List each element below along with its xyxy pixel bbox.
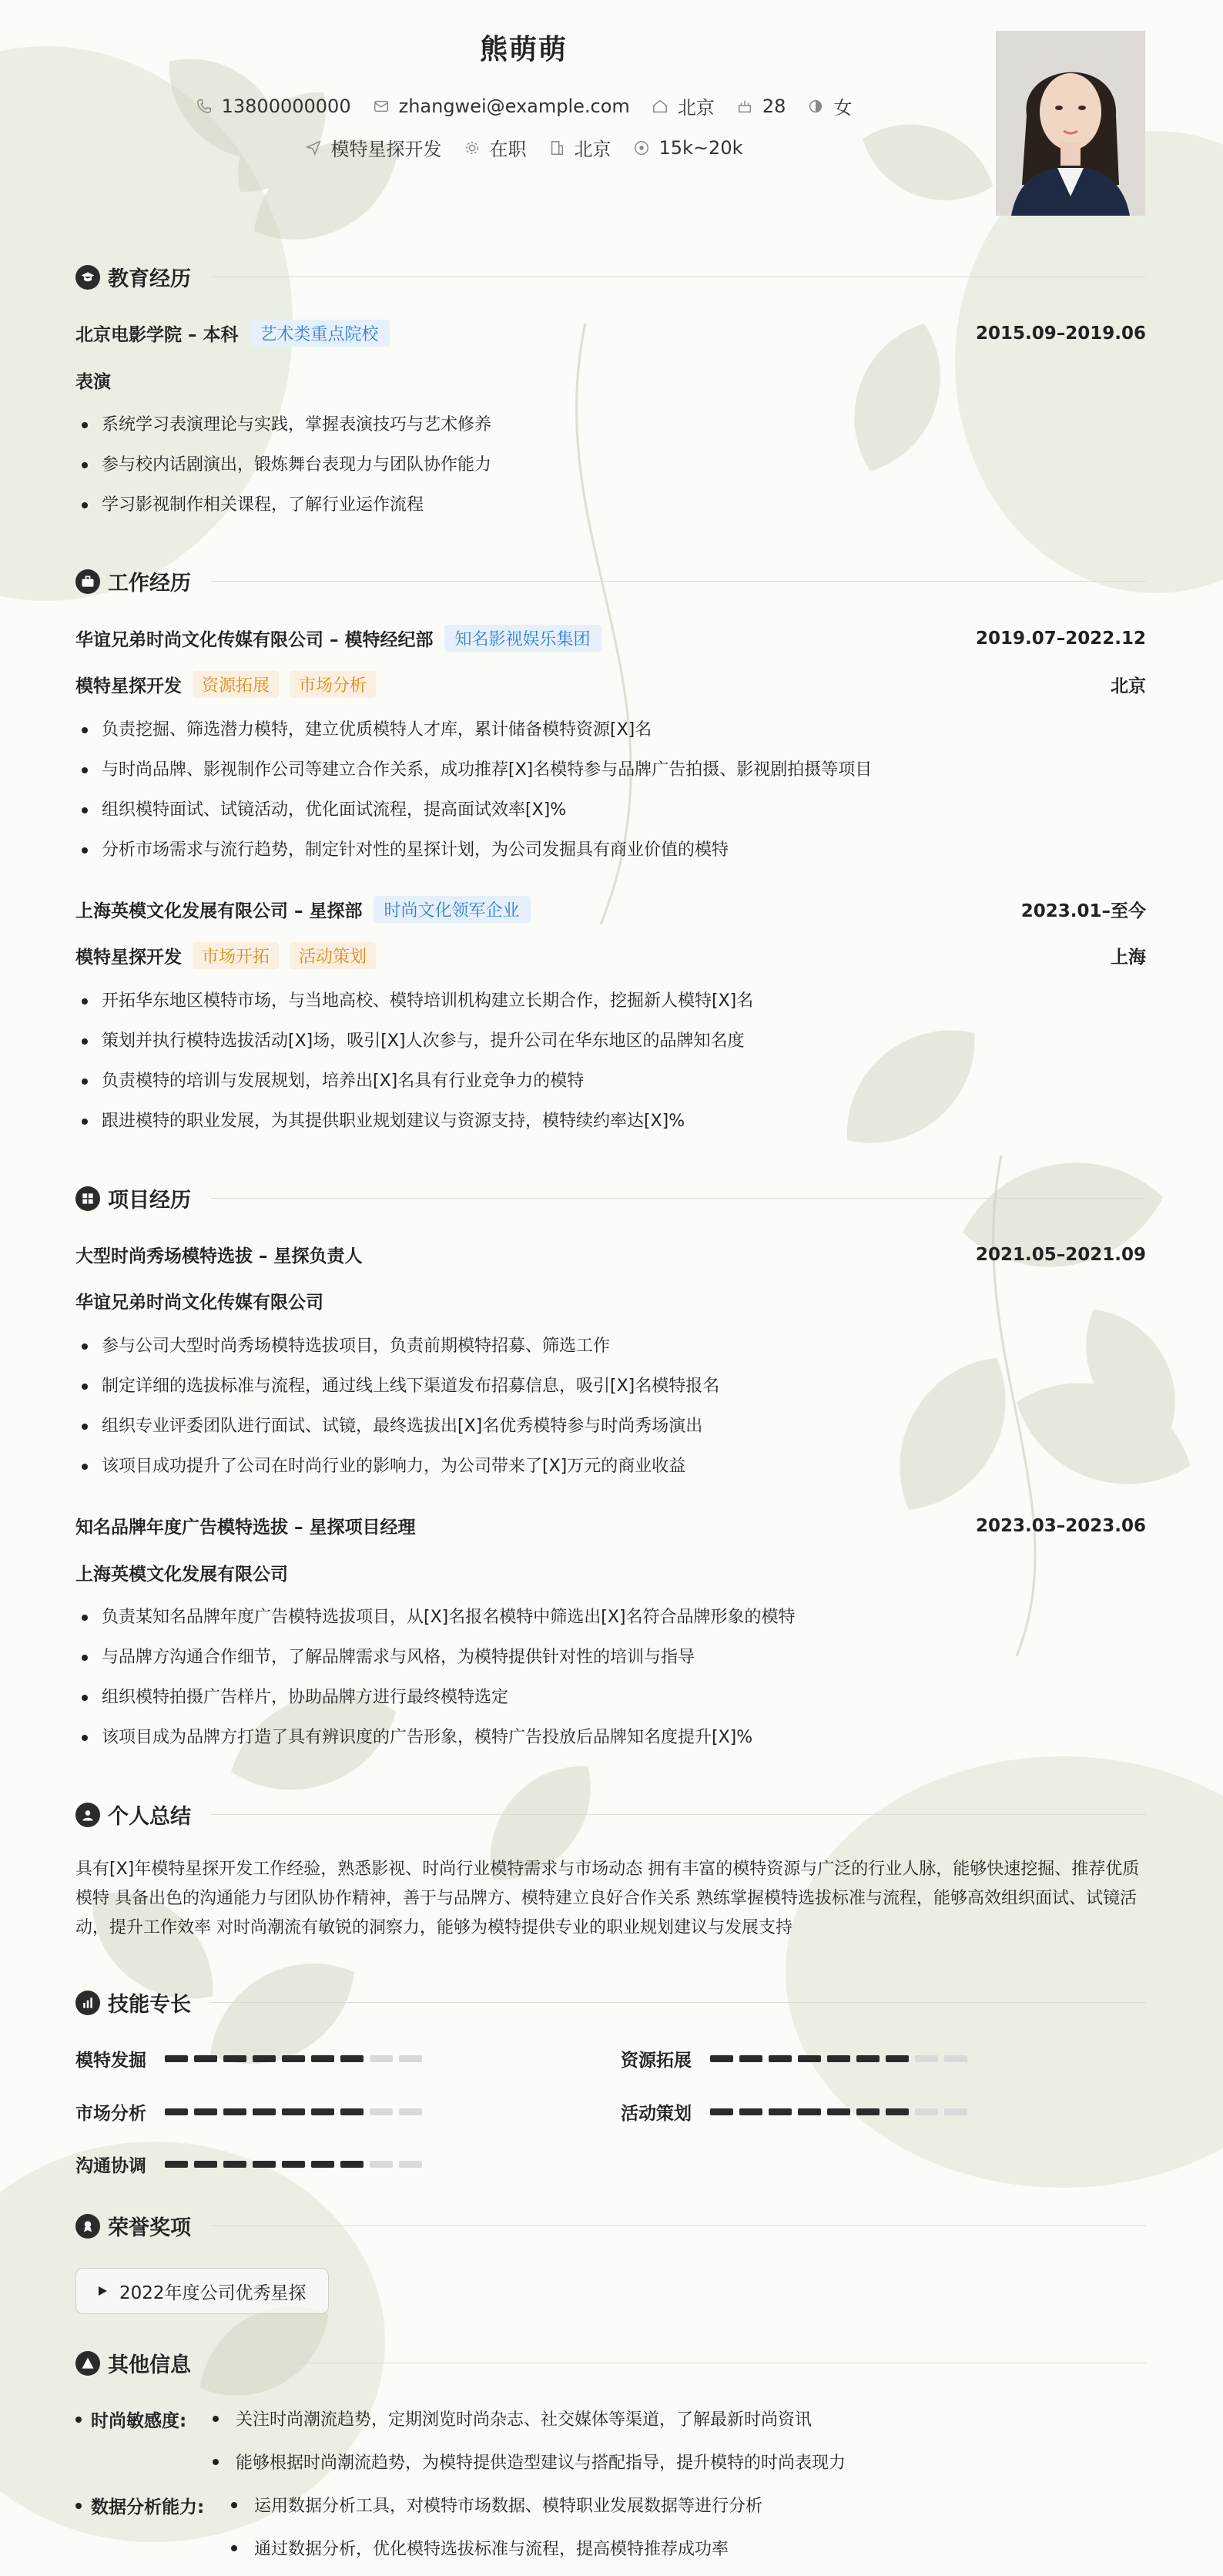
skill-level-segment [944, 2108, 967, 2115]
skill-level-segment [798, 2108, 821, 2115]
job-target-text: 模特星探开发 [330, 139, 442, 160]
skill-name: 活动策划 [621, 2104, 692, 2124]
skill-name: 模特发掘 [75, 2051, 146, 2071]
summary-section-header [75, 1800, 1146, 1830]
list-item: 负责某知名品牌年度广告模特选拔项目，从[X]名报名模特中筛选出[X]名符合品牌形象的模特 [75, 1598, 1146, 1638]
skill-level-segment [311, 2108, 334, 2115]
company-tag: 知名影视娱乐集团 [444, 625, 601, 652]
list-item: 与时尚品牌、影视制作公司等建立合作关系，成功推荐[X]名模特参与品牌广告拍摄、影视剧拍摄等项目 [75, 750, 1146, 790]
skill-level-segment [739, 2108, 762, 2115]
skill-level-segment [223, 2161, 246, 2168]
age-text: 28 [762, 95, 786, 117]
skill-tag: 市场开拓 [193, 942, 279, 969]
hometown-text: 北京 [677, 97, 715, 119]
salary-item [633, 137, 743, 159]
skill-level-segment [915, 2055, 938, 2062]
play-triangle-icon [96, 2285, 109, 2297]
skill-level-segment [710, 2108, 733, 2115]
job-target-item [305, 134, 442, 161]
list-item: 参与校内话剧演出，锻炼舞台表现力与团队协作能力 [75, 445, 1146, 485]
skill-tag: 活动策划 [290, 942, 376, 969]
skill-level-segment [769, 2108, 792, 2115]
list-item: 策划并执行模特选拔活动[X]场，吸引[X]人次参与，提升公司在华东地区的品牌知名度 [75, 1021, 1146, 1062]
work-entry-1-bullets [75, 710, 1146, 870]
skill-row [621, 2046, 967, 2071]
skill-level-segment [253, 2161, 276, 2168]
skill-level-segment [856, 2108, 880, 2115]
salary-text: 15k~20k [658, 136, 743, 159]
skill-level-segment [223, 2055, 246, 2062]
skill-tag: 资源拓展 [193, 671, 279, 698]
skill-level-segment [370, 2108, 393, 2115]
list-item: 跟进模特的职业发展，为其提供职业规划建议与资源支持，模特续约率达[X]% [75, 1102, 1146, 1142]
skill-level-segment [194, 2161, 217, 2168]
project-title: 知名品牌年度广告模特选拔 – 星探项目经理 [75, 1518, 416, 1538]
other-section-icon [75, 2351, 100, 2376]
project-1-bullets [75, 1327, 1146, 1487]
work-section-icon [75, 569, 100, 594]
work-date: 2023.01–至今 [1020, 901, 1146, 921]
skill-level-segment [739, 2055, 762, 2062]
project-title: 大型时尚秀场模特选拔 – 星探负责人 [75, 1246, 363, 1266]
resume-name: 熊萌萌 [479, 34, 568, 65]
list-item: 组织模特面试、试镜活动，优化面试流程，提高面试效率[X]% [75, 790, 1146, 830]
section-divider [211, 1814, 1146, 1815]
status-text: 在职 [489, 139, 527, 160]
education-section-title: 教育经历 [108, 267, 191, 291]
skill-level-segment [253, 2108, 276, 2115]
role-name: 模特星探开发 [75, 948, 182, 968]
other-label: 时尚敏感度: [75, 2407, 186, 2432]
skill-level-segment [165, 2108, 188, 2115]
skill-name: 市场分析 [75, 2104, 146, 2124]
skill-level-bar [165, 2055, 422, 2062]
skill-row [75, 2046, 422, 2071]
gear-icon [464, 139, 481, 156]
school-name: 北京电影学院 – 本科 [75, 325, 239, 345]
section-divider [211, 2002, 1146, 2003]
school-tag: 艺术类重点院校 [250, 320, 390, 347]
skill-level-segment [710, 2055, 733, 2062]
skill-level-segment [399, 2161, 422, 2168]
skill-level-segment [340, 2161, 364, 2168]
skill-tag: 市场分析 [290, 671, 376, 698]
role-name: 模特星探开发 [75, 676, 182, 696]
projects-section-header [75, 1183, 1146, 1213]
phone-item [196, 96, 351, 117]
skill-level-segment [340, 2108, 364, 2115]
skill-row [621, 2099, 967, 2125]
award-text: 2022年度公司优秀星探 [119, 2283, 307, 2303]
summary-section-title: 个人总结 [108, 1805, 191, 1829]
list-item: 该项目成功提升了公司在时尚行业的影响力，为公司带来了[X]万元的商业收益 [75, 1447, 1146, 1487]
awards-section-header [75, 2211, 1146, 2241]
company-name: 上海英模文化发展有限公司 – 星探部 [75, 901, 363, 921]
list-item: 参与公司大型时尚秀场模特选拔项目，负责前期模特招募、筛选工作 [75, 1327, 1146, 1367]
skill-level-bar [710, 2055, 967, 2062]
project-date: 2021.05–2021.09 [975, 1244, 1146, 1265]
section-divider [211, 581, 1146, 582]
home-icon [652, 98, 668, 115]
age-item [736, 96, 786, 117]
skill-level-segment [886, 2055, 909, 2062]
list-item: 分析市场需求与流行趋势，制定针对性的星探计划，为公司发掘具有商业价值的模特 [75, 830, 1146, 870]
other-item [231, 2493, 762, 2517]
other-item-text: 能够根据时尚潮流趋势，为模特提供造型建议与搭配指导，提升模特的时尚表现力 [236, 2454, 846, 2473]
summary-text: 具有[X]年模特星探开发工作经验，熟悉影视、时尚行业模特需求与市场动态 拥有丰富的模特资源与广泛的行业人脉，能够快速挖掘、推荐优质模特 具备出色的沟通能力与团队协作精神，善于与品牌方、模特建立良好合作关系 熟练掌握模特选拔标准与流程，能够高效组织面试、试镜活动，提升工作效率 对时尚潮流有敏锐的洞察力，能够为模特提供专业的职业规划建议与发展支持 [75, 1860, 1140, 1937]
company-tag: 时尚文化领军企业 [374, 896, 531, 923]
skill-level-bar [165, 2161, 422, 2168]
list-item: 该项目成为品牌方打造了具有辨识度的广告形象，模特广告投放后品牌知名度提升[X]% [75, 1718, 1146, 1758]
skills-section-header [75, 1987, 1146, 2018]
work-entry-1-header [75, 625, 1146, 652]
other-item [213, 2407, 812, 2430]
portrait-image [996, 31, 1145, 216]
education-section-header [75, 262, 1146, 292]
education-date: 2015.09–2019.06 [975, 323, 1146, 344]
education-bullets [75, 405, 1146, 525]
other-item [231, 2536, 729, 2560]
list-item: 组织专业评委团队进行面试、试镜，最终选拔出[X]名优秀模特参与时尚秀场演出 [75, 1407, 1146, 1447]
other-section-title: 其他信息 [108, 2353, 191, 2377]
phone-icon [196, 98, 213, 115]
list-item: 组织模特拍摄广告样片，协助品牌方进行最终模特选定 [75, 1678, 1146, 1718]
skill-level-segment [370, 2161, 393, 2168]
work-entry-2-header [75, 896, 1146, 923]
summary-section-icon [75, 1803, 100, 1827]
job-intent-row [0, 134, 1047, 161]
work-section-title: 工作经历 [108, 572, 191, 595]
education-entry-header [75, 320, 1146, 347]
skill-level-bar [710, 2108, 967, 2115]
skill-level-segment [915, 2108, 938, 2115]
contact-row [0, 92, 1047, 119]
skill-level-segment [165, 2161, 188, 2168]
awards-section-title: 荣誉奖项 [108, 2216, 191, 2240]
project-2-header [75, 1513, 1146, 1538]
email-text: zhangwei@example.com [398, 95, 630, 117]
awards-section-icon [75, 2214, 100, 2239]
skill-level-segment [399, 2055, 422, 2062]
award-chip [75, 2268, 329, 2314]
skill-level-segment [194, 2055, 217, 2062]
other-item-text: 关注时尚潮流趋势，定期浏览时尚杂志、社交媒体等渠道，了解最新时尚资讯 [236, 2410, 813, 2430]
project-1-header [75, 1242, 1146, 1267]
skill-level-segment [282, 2161, 305, 2168]
hometown-item [652, 92, 715, 119]
gender-text: 女 [833, 97, 853, 119]
skill-level-segment [827, 2055, 850, 2062]
city-text: 北京 [574, 139, 612, 160]
list-item: 负责模特的培训与发展规划，培养出[X]名具有行业竞争力的模特 [75, 1062, 1146, 1102]
coin-icon [633, 139, 650, 156]
work-date: 2019.07–2022.12 [975, 628, 1146, 649]
skill-level-segment [311, 2055, 334, 2062]
work-entry-2-role [75, 942, 1146, 969]
skills-section-title: 技能专长 [108, 1993, 191, 2017]
work-location: 上海 [1111, 948, 1146, 968]
other-section-header [75, 2348, 1146, 2378]
work-entry-2-bullets [75, 981, 1146, 1142]
skill-level-segment [856, 2055, 880, 2062]
list-item: 负责挖掘、筛选潜力模特，建立优质模特人才库，累计储备模特资源[X]名 [75, 710, 1146, 750]
skill-level-segment [399, 2108, 422, 2115]
phone-text: 13800000000 [221, 95, 351, 117]
city-item [548, 134, 612, 161]
skill-name: 沟通协调 [75, 2156, 146, 2176]
project-date: 2023.03–2023.06 [975, 1515, 1146, 1536]
skill-level-segment [798, 2055, 821, 2062]
skill-level-segment [370, 2055, 393, 2062]
section-divider [211, 2225, 1146, 2226]
skill-level-segment [223, 2108, 246, 2115]
company-name: 华谊兄弟时尚文化传媒有限公司 – 模特经纪部 [75, 630, 434, 650]
other-item [213, 2450, 846, 2474]
skill-level-segment [886, 2108, 909, 2115]
other-label: 数据分析能力: [75, 2493, 204, 2518]
skill-level-segment [282, 2055, 305, 2062]
send-icon [305, 139, 322, 156]
work-entry-1-role [75, 671, 1146, 698]
project-org: 华谊兄弟时尚文化传媒有限公司 [75, 1293, 323, 1313]
skill-row [75, 2152, 422, 2177]
skill-level-segment [944, 2055, 967, 2062]
projects-section-title: 项目经历 [108, 1189, 191, 1213]
skill-name: 资源拓展 [621, 2051, 692, 2071]
list-item: 制定详细的选拔标准与流程，通过线上线下渠道发布招募信息，吸引[X]名模特报名 [75, 1367, 1146, 1407]
major: 表演 [75, 372, 111, 392]
projects-section-icon [75, 1186, 100, 1211]
education-section-icon [75, 265, 100, 290]
building-icon [548, 139, 565, 156]
list-item: 系统学习表演理论与实践，掌握表演技巧与艺术修养 [75, 405, 1146, 445]
section-divider [211, 1198, 1146, 1199]
project-2-bullets [75, 1598, 1146, 1758]
other-item-text: 通过数据分析，优化模特选拔标准与流程，提高模特推荐成功率 [254, 2540, 729, 2559]
skill-row [75, 2099, 422, 2125]
skill-level-segment [769, 2055, 792, 2062]
work-location: 北京 [1111, 676, 1146, 696]
list-item: 学习影视制作相关课程，了解行业运作流程 [75, 485, 1146, 525]
skill-level-segment [253, 2055, 276, 2062]
skill-level-segment [165, 2055, 188, 2062]
skill-level-segment [194, 2108, 217, 2115]
skill-level-segment [340, 2055, 364, 2062]
work-section-header [75, 566, 1146, 596]
cake-icon [736, 98, 753, 115]
project-org: 上海英模文化发展有限公司 [75, 1565, 288, 1585]
skill-level-bar [165, 2108, 422, 2115]
skills-section-icon [75, 1991, 100, 2015]
list-item: 开拓华东地区模特市场，与当地高校、模特培训机构建立长期合作，挖掘新人模特[X]名 [75, 981, 1146, 1021]
mail-icon [373, 98, 390, 115]
gender-item [807, 92, 852, 119]
status-item [464, 134, 527, 161]
skill-level-segment [827, 2108, 850, 2115]
profile-photo [996, 31, 1145, 216]
skill-level-segment [311, 2161, 334, 2168]
skill-level-segment [282, 2108, 305, 2115]
list-item: 与品牌方沟通合作细节，了解品牌需求与风格，为模特提供针对性的培训与指导 [75, 1638, 1146, 1678]
email-item [373, 96, 630, 117]
gender-icon [807, 98, 824, 115]
other-item-text: 运用数据分析工具，对模特市场数据、模特职业发展数据等进行分析 [254, 2497, 763, 2516]
